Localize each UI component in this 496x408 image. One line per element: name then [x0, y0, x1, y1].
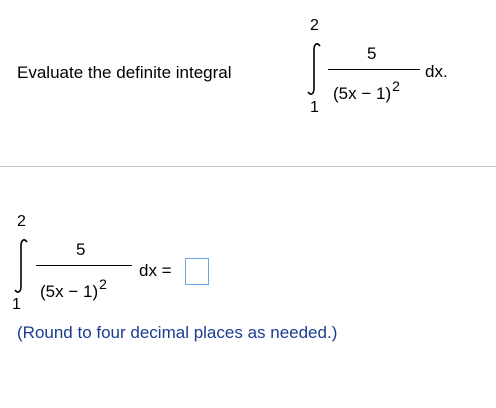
answer-input[interactable]	[185, 258, 209, 285]
question-numerator: 5	[367, 44, 377, 63]
answer-numerator: 5	[76, 240, 86, 259]
question-lower-limit: 1	[310, 99, 319, 116]
question-denominator: $(5x - 1)^2$	[333, 78, 400, 103]
answer-denominator: $(5x - 1)^2$	[40, 276, 107, 301]
question-fraction-bar	[328, 69, 420, 70]
question-prompt: Evaluate the definite integral	[17, 63, 232, 82]
rounding-instruction: (Round to four decimal places as needed.)	[17, 323, 338, 342]
answer-lower-limit: 1	[12, 296, 21, 313]
integral-sign-icon	[13, 238, 29, 294]
question-upper-limit: 2	[310, 17, 319, 34]
answer-differential-equals: dx =	[139, 261, 172, 280]
integral-sign-icon	[306, 42, 322, 96]
section-divider	[0, 166, 496, 167]
question-differential: dx.	[425, 62, 448, 81]
answer-fraction-bar	[36, 265, 132, 266]
answer-upper-limit: 2	[17, 213, 26, 230]
